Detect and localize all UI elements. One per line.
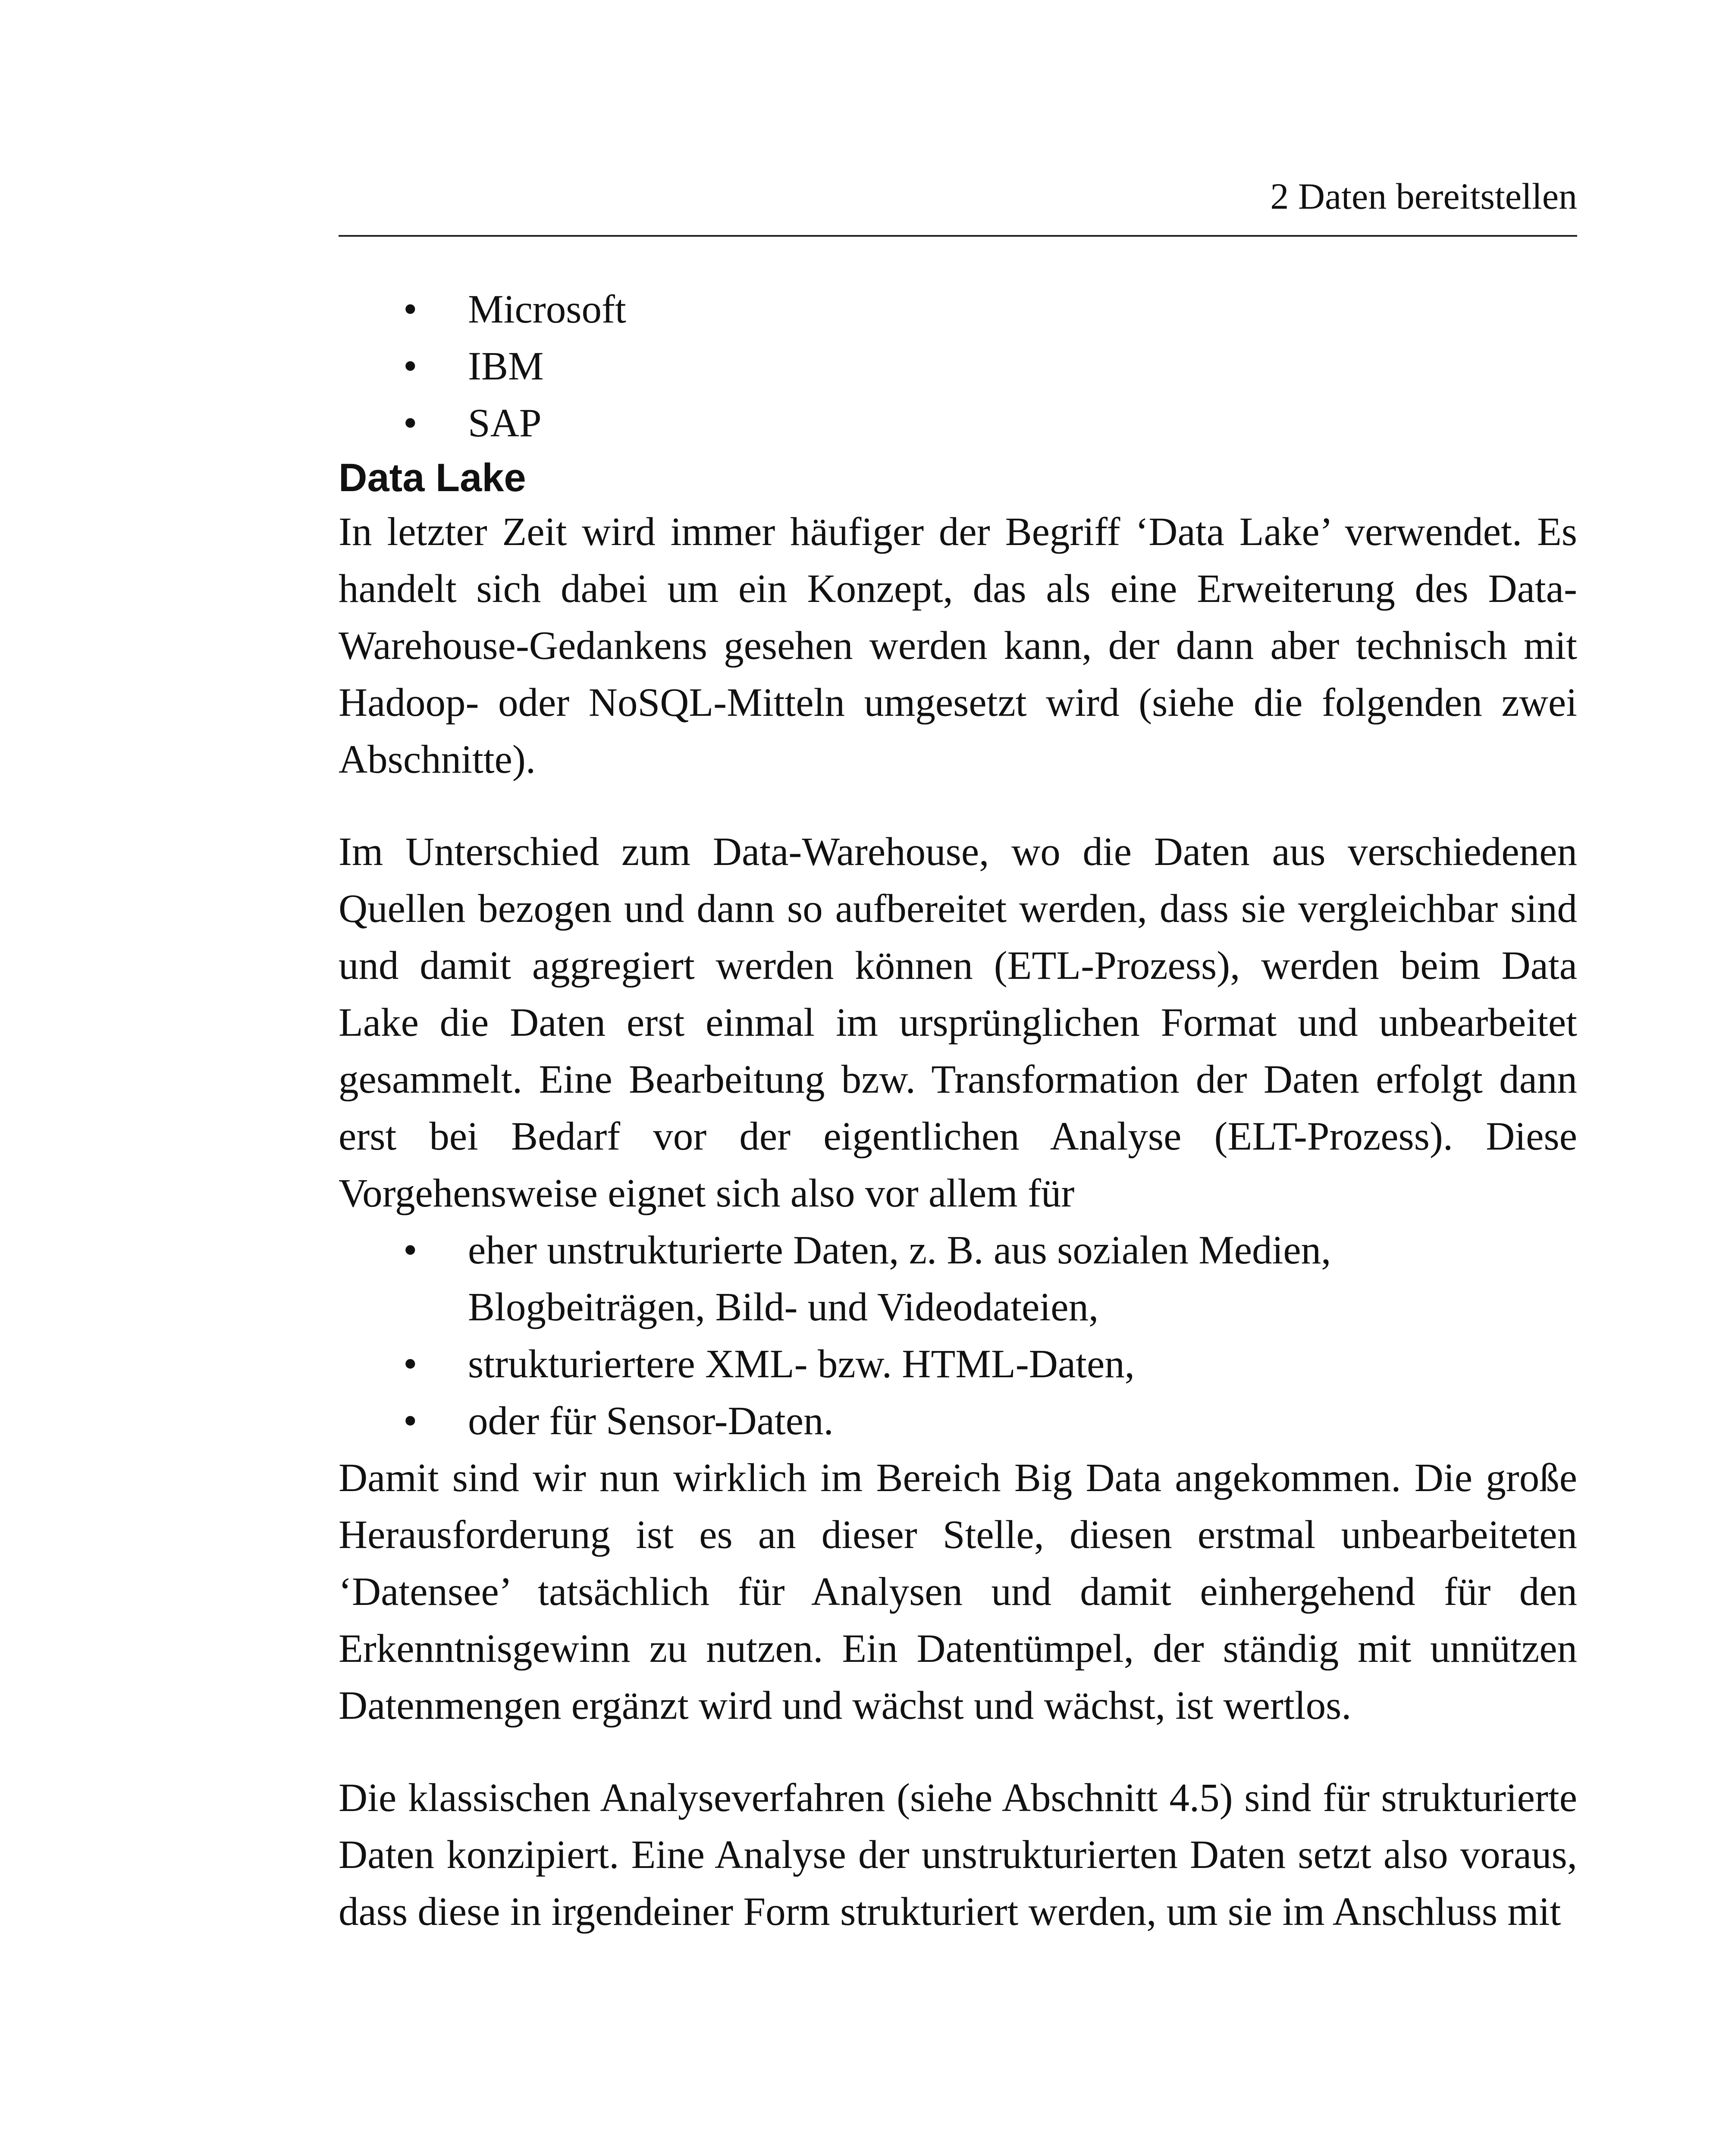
list-item: • strukturiertere XML- bzw. HTML-Daten, <box>339 1336 1577 1393</box>
list-item: • oder für Sensor-Daten. <box>339 1393 1577 1450</box>
section-heading: Data Lake <box>339 456 526 500</box>
list-item: • Microsoft <box>339 281 1577 338</box>
paragraph: Damit sind wir nun wirklich im Bereich Big Data angekommen. Die große Herausforderung ist es an dieser Stelle, diesen erstmal unbearbeiteten ‘Datensee’ tatsächlich für Analysen und damit einhergehend für den Erkenntnisgewinn zu nutzen. Ein Datentümpel, der ständig mit unnützen Datenmengen ergänzt wird und wächst und wächst, ist wertlos. <box>339 1456 1577 1728</box>
page-content <box>339 281 1577 1940</box>
running-header <box>339 170 1577 237</box>
paragraph: Im Unterschied zum Data-Warehouse, wo die Daten aus verschiedenen Quellen bezogen und dann so aufbereitet werden, dass sie vergleichbar sind und damit aggregiert werden können (ETL-Prozess), werden beim Data Lake die Daten erst einmal im ursprünglichen Format und unbearbeitet gesammelt. Eine Bearbeitung bzw. Transformation der Daten erfolgt dann erst bei Bedarf vor der eigentlichen Analyse (ELT-Prozess). Diese Vorgehensweise eignet sich also vor allem für <box>339 830 1577 1216</box>
chapter-title: 2 Daten bereitstellen <box>1270 175 1577 217</box>
paragraph: In letzter Zeit wird immer häufiger der Begriff ‘Data Lake’ verwendet. Es handelt sich dabei um ein Konzept, das als eine Erweiterung des Data-Warehouse-Gedankens gesehen werden kann, der dann aber technisch mit Hadoop- oder NoSQL-Mitteln umgesetzt wird (siehe die folgenden zwei Abschnitte). <box>339 510 1577 782</box>
list-item: • IBM <box>339 338 1577 395</box>
list-item: • eher unstrukturierte Daten, z. B. aus sozialen Medien, Blogbeiträgen, Bild- und Videodateien, <box>339 1222 1577 1336</box>
data-type-list <box>339 1222 1577 1450</box>
paragraph: Die klassischen Analyseverfahren (siehe Abschnitt 4.5) sind für strukturierte Daten konzipiert. Eine Analyse der unstrukturierten Daten setzt also voraus, dass diese in irgendeiner Form strukturiert werden, um sie im Anschluss mit <box>339 1776 1577 1934</box>
list-item: • SAP <box>339 395 1577 452</box>
vendor-list <box>339 281 1577 452</box>
